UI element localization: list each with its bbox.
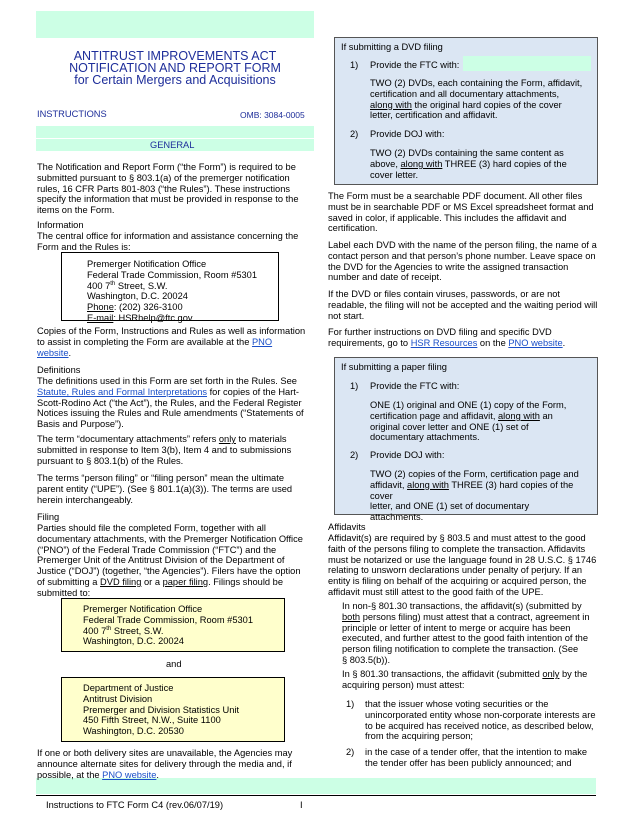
- pno-address-line-4: Washington, D.C. 20024: [87, 291, 188, 302]
- information-paragraph: The central office for information and assistance concerning the Form and the Rules is:: [37, 231, 299, 252]
- paper-filing-box: If submitting a paper filing 1) Provide the FTC with: ONE (1) original and ONE (1) copy of the Form, certification page and affidavit, along with an original cover letter and ONE (1) set of documentary attachments. 2) Provide DOJ with: TWO (2) copies of the Form, certification page and affidavit, along with THREE (3) hard copies of the cover letter, and ONE (1) set of documentary attachments.: [334, 357, 598, 515]
- general-heading: GENERAL: [150, 140, 195, 150]
- attest-item-2-number: 2): [346, 747, 355, 757]
- affidavits-paragraph: Affidavit(s) are required by § 803.5 and must attest to the good faith of the persons filing to complete the transaction. Affidavits must be notarized or use the language found in 28 U.S.C. § 1746 relating to unsworn declarations under penalty of perjury. If an entity is filing on behalf of the acquiring or acquired person, the affidavit must still attest to the good faith of the UPE.: [328, 533, 597, 597]
- pno-phone: Phone: (202) 326-3100: [87, 302, 183, 313]
- footer-rule: [36, 795, 596, 796]
- non-801-30-paragraph: In non-§ 801.30 transactions, the affidavit(s) (submitted by both persons filing) must attest that a contract, agreement in principle or letter of intent to merge or acquire has been executed, and further attest to the good faith intention of the person filing notification to complete the transaction. (See § 803.5(b)).: [342, 601, 590, 665]
- alternate-sites-paragraph: If one or both delivery sites are unavailable, the Agencies may announce alternate sites for delivery through the media and, if possible, at the PNO website.: [37, 748, 293, 780]
- title-line-2: NOTIFICATION AND REPORT FORM: [69, 61, 281, 75]
- and-label: and: [166, 659, 182, 669]
- pno-address-line-2: Federal Trade Commission, Room #5301: [87, 269, 258, 280]
- top-green-bar: [36, 11, 314, 38]
- affidavits-heading: Affidavits: [328, 522, 366, 532]
- statute-rules-link[interactable]: Statute, Rules and Formal Interpretations: [37, 386, 208, 397]
- pno-link[interactable]: PNO: [251, 336, 273, 347]
- title-line-1: ANTITRUST IMPROVEMENTS ACT: [73, 49, 277, 63]
- paper-ftc-details: ONE (1) original and ONE (1) copy of the Form, certification page and affidavit, along with an original cover letter and ONE (1) set of documentary attachments.: [370, 400, 567, 443]
- definitions-paragraph: The definitions used in this Form are set forth in the Rules. See Statute, Rules and Formal Interpretations for copies of the Hart- Scott-Rodino Act (“the Act”), the Rules, and the Federal Register Notices issuing the Rules and Rule amendments (“Statements of Basis and Purpose”).: [37, 376, 304, 430]
- pno-contact-box: [61, 252, 279, 321]
- footer-text: Instructions to FTC Form C4 (rev.06/07/19): [46, 800, 224, 810]
- doj-address-box: Department of Justice Antitrust Division Premerger and Division Statistics Unit 450 Fifth Street, N.W., Suite 1100 Washington, D.C. 20530: [61, 677, 285, 742]
- attest-item-2: in the case of a tender offer, that the intention to make the tender offer has been publicly announced; and: [365, 747, 588, 768]
- pno-email: E-mail: HSRhelp@ftc.gov: [87, 312, 193, 323]
- dvd-filing-heading: If submitting a DVD filing: [341, 42, 443, 52]
- intro-paragraph: The Notification and Report Form (“the Form”) is required to be submitted pursuant to § 803.1(a) of the premerger notification rules, 16 CFR Parts 801-803 (“the Rules”). These instructions specify the information that must be provided in response to the items on the Form.: [37, 162, 299, 216]
- pno-website-link-2[interactable]: PNO website: [508, 337, 563, 348]
- information-heading: Information: [37, 220, 84, 230]
- pno-address-line-3: 400 7th Street, S.W.: [87, 280, 168, 291]
- omb-number: OMB: 3084-0005: [240, 110, 305, 120]
- copies-paragraph: Copies of the Form, Instructions and Rules as well as information to assist in completing the Form are available at the PNO website.: [37, 326, 306, 358]
- hsr-resources-link[interactable]: HSR Resources: [410, 337, 478, 348]
- page-number: I: [300, 800, 303, 810]
- paper-doj-details: TWO (2) copies of the Form, certification page and affidavit, along with THREE (3) hard copies of the cover letter, and ONE (1) set of documentary attachments.: [370, 469, 579, 523]
- 801-30-paragraph: In § 801.30 transactions, the affidavit (submitted only by the acquiring person) must attest:: [342, 669, 588, 690]
- paper-filing-heading: If submitting a paper filing: [341, 362, 447, 372]
- further-instructions-paragraph: For further instructions on DVD filing and specific DVD requirements, go to HSR Resources on the PNO website.: [328, 327, 566, 348]
- pno-address-line-1: Premerger Notification Office: [87, 259, 207, 269]
- title-line-3: for Certain Mergers and Acquisitions: [74, 73, 276, 87]
- filing-heading: Filing: [37, 512, 60, 522]
- dvd-doj-details: TWO (2) DVDs containing the same content as above, along with THREE (3) hard copies of the cover letter.: [370, 148, 567, 180]
- dvd-ftc-details: TWO (2) DVDs, each containing the Form, affidavit, certification and all documentary attachments, along with the original hard copies of the cover letter, certification and affidavit.: [370, 78, 583, 121]
- attest-item-1-number: 1): [346, 699, 355, 709]
- attest-item-1: that the issuer whose voting securities or the unincorporated entity whose non-corporate interests are to be acquired has received notice, as described below, from the acquiring person;: [365, 699, 596, 742]
- dvd-filing-box: If submitting a DVD filing 1) Provide the FTC with: TWO (2) DVDs, each containing the Form, affidavit, certification and all documentary attachments, along with the original hard copies of the cover letter, certification and affidavit. 2) Provide DOJ with: TWO (2) DVDs containing the same content as above, along with THREE (3) hard copies of the cover letter.: [334, 37, 598, 185]
- bottom-green-bar: [36, 778, 596, 794]
- documentary-attachments-paragraph: The term “documentary attachments” refers only to materials submitted in response to Item 3(b), Item 4 and to submissions pursuant to § 803.1(b) of the Rules.: [37, 434, 292, 466]
- instructions-green-bar: [36, 126, 314, 138]
- pno-website-link[interactable]: PNO website: [102, 769, 157, 780]
- person-filing-paragraph: The terms “person filing” or “filing person” mean the ultimate parent entity (“UPE”). (See § 801.1(a)(3)). The terms are used herein interchangeably.: [37, 473, 293, 505]
- definitions-heading: Definitions: [37, 365, 81, 375]
- pdf-format-paragraph: The Form must be a searchable PDF document. All other files must be in searchable PDF or MS Excel spreadsheet format and saved in color, if applicable. This includes the affidavit and certification.: [328, 191, 594, 234]
- ftc-address-box: Premerger Notification Office Federal Trade Commission, Room #5301 400 7th Street, S.W. Washington, D.C. 20024: [61, 598, 285, 652]
- website-link[interactable]: website: [37, 347, 69, 358]
- virus-paragraph: If the DVD or files contain viruses, passwords, or are not readable, the filing will not be accepted and the waiting period will not start.: [328, 289, 598, 321]
- dvd-highlight-bar: [463, 56, 591, 71]
- instructions-label: INSTRUCTIONS: [37, 109, 107, 119]
- filing-paragraph: Parties should file the completed Form, together with all documentary attachments, with the Premerger Notification Office (“PNO”) of the Federal Trade Commission (“FTC”) and the Premerger Unit of the Antitrust Division of the Department of Justice (“DOJ”) (together, “the Agencies”). Filers have the option of submitting a DVD filing or a paper filing. Filings should be submitted to:: [37, 523, 303, 598]
- label-dvd-paragraph: Label each DVD with the name of the person filing, the name of a contact person and that person’s phone number. Leave space on the DVD for the Agencies to write the assigned transaction number and date of receipt.: [328, 240, 597, 283]
